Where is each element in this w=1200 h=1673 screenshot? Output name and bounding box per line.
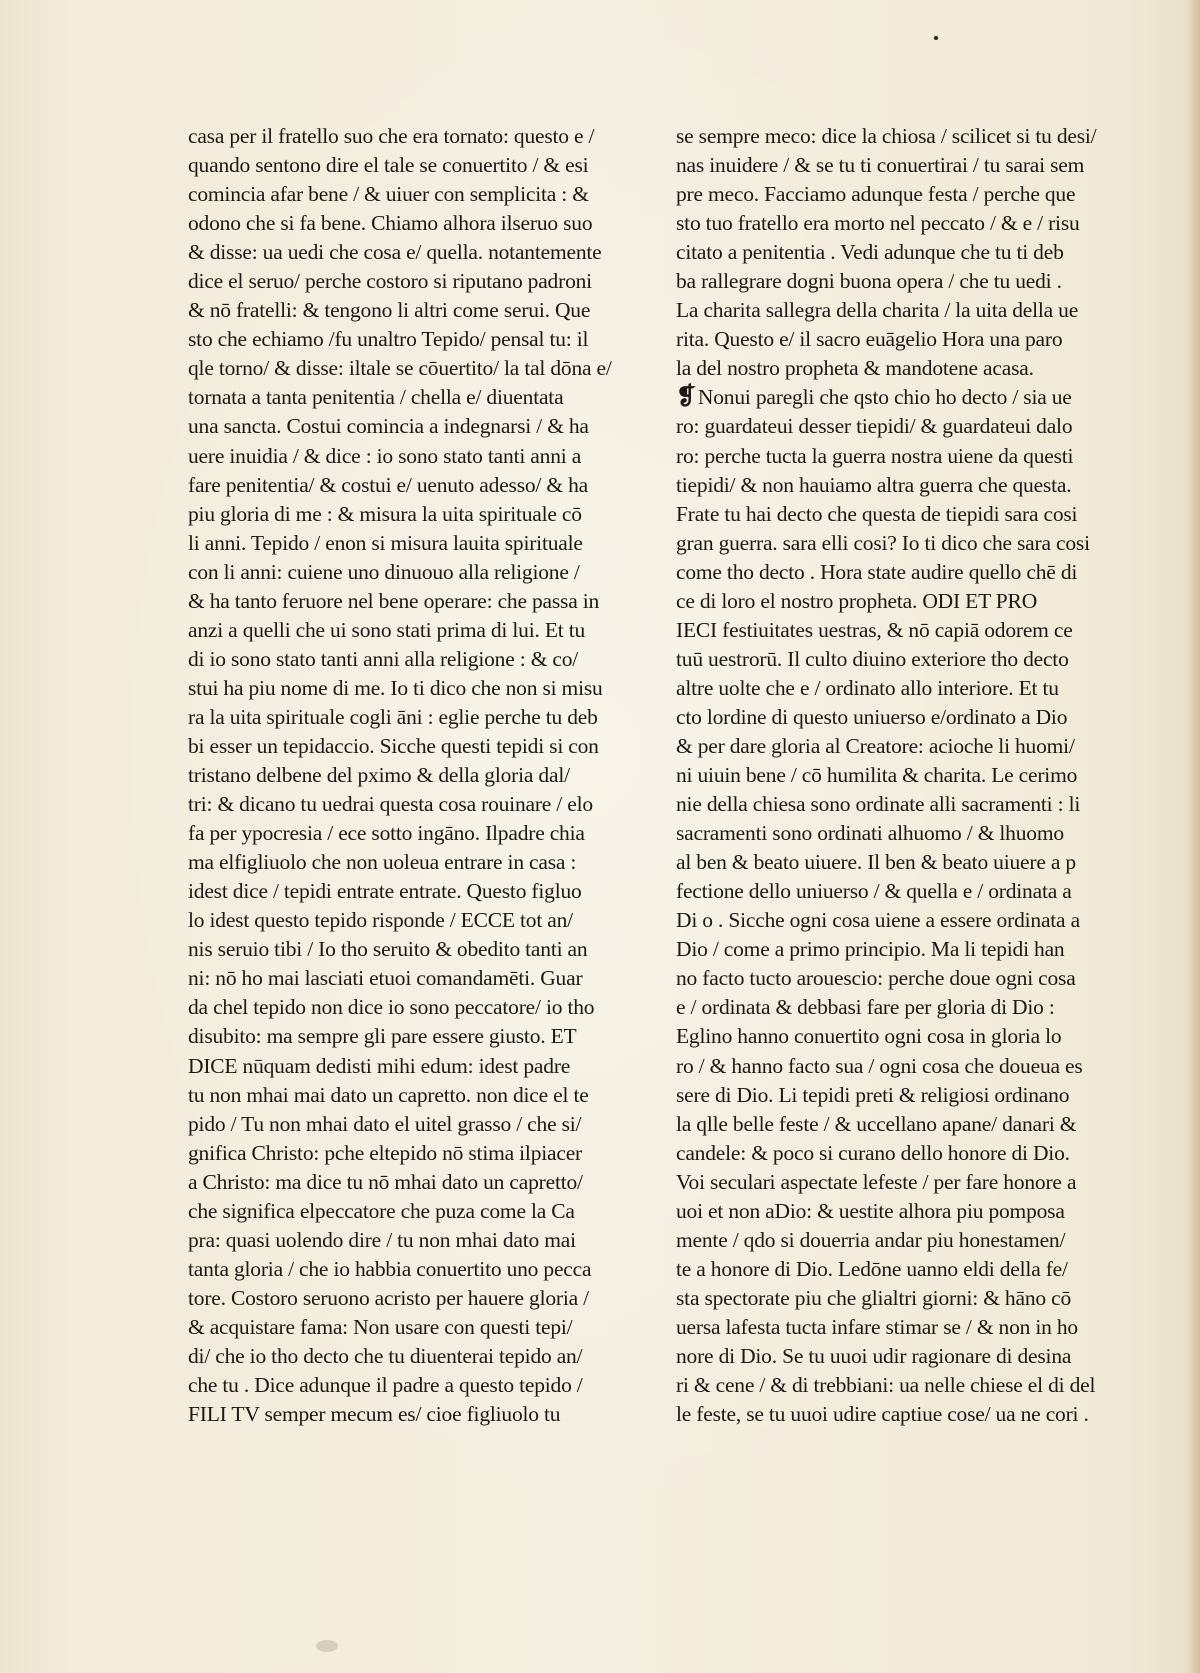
left-column-line: da chel tepido non dice io sono peccatore/ io tho (188, 995, 595, 1020)
right-column-line: ni uiuin bene / cō humilita & charita. Le cerimo (676, 763, 1078, 788)
left-column-line: che tu . Dice adunque il padre a questo tepido / (188, 1373, 583, 1398)
left-column-line: tristano delbene del pximo & della gloria dal/ (188, 763, 570, 788)
left-column-line: FILI TV semper mecum es/ cioe figliuolo tu (188, 1402, 561, 1427)
left-column-line: nis seruio tibi / Io tho seruito & obedito tanti an (188, 937, 588, 962)
paragraph-mark: ❡ (676, 384, 696, 411)
left-column-line: una sancta. Costui comincia a indegnarsi / & ha (188, 414, 589, 439)
left-column-line: & nō fratelli: & tengono li altri come serui. Que (188, 298, 591, 323)
right-column-line: tiepidi/ & non hauiamo altra guerra che questa. (676, 472, 1072, 497)
left-column-line: ni: nō ho mai lasciati etuoi comandamēti. Guar (188, 966, 583, 991)
left-column-line: ra la uita spirituale cogli āni : eglie perche tu deb (188, 704, 598, 729)
left-column-line: & acquistare fama: Non usare con questi tepi/ (188, 1314, 573, 1339)
left-column-line: tore. Costoro seruono acristo per hauere gloria / (188, 1285, 589, 1310)
right-column-line: ro: guardateui desser tiepidi/ & guardateui dalo (676, 414, 1073, 439)
right-column-line (676, 383, 1146, 412)
right-column-line: uersa lafesta tucta infare stimar se / & non in ho (676, 1314, 1078, 1339)
right-column-line: fectione dello uniuerso / & quella e / ordinata a (676, 879, 1072, 904)
left-column-line: dice el seruo/ perche costoro si riputano padroni (188, 269, 592, 294)
left-column-line: DICE nūquam dedisti mihi edum: idest padre (188, 1053, 571, 1078)
right-column-line: altre uolte che e / ordinato allo interiore. Et tu (676, 675, 1059, 700)
left-column-line: tu non mhai mai dato un capretto. non dice el te (188, 1082, 589, 1107)
left-column-line: ma elfigliuolo che non uoleua entrare in casa : (188, 850, 577, 875)
left-column-line: gnifica Christo: pche eltepido nō stima ilpiacer (188, 1140, 583, 1165)
right-column-line: nie della chiesa sono ordinate alli sacramenti : li (676, 792, 1081, 817)
left-column-line: fare penitentia/ & costui e/ uenuto adesso/ & ha (188, 472, 588, 497)
right-column-line: sta spectorate piu che glialtri giorni: & hāno cō (676, 1285, 1071, 1310)
left-column-line: lo idest questo tepido risponde / ECCE tot an/ (188, 908, 573, 933)
right-column-line: come tho decto . Hora state audire quello chē di (676, 559, 1078, 584)
left-column-line: comincia afar bene / & uiuer con semplicita : & (188, 182, 589, 207)
right-column-line: nas inuidere / & se tu ti conuertirai / tu sarai sem (676, 153, 1085, 178)
left-column-line: disubito: ma sempre gli pare essere giusto. ET (188, 1024, 577, 1049)
right-column-line: gran guerra. sara elli cosi? Io ti dico che sara cosi (676, 530, 1090, 555)
right-column-line: al ben & beato uiuere. Il ben & beato uiuere a p (676, 850, 1076, 875)
right-column-line: nore di Dio. Se tu uuoi udir ragionare di desina (676, 1343, 1072, 1368)
right-column-line: le feste, se tu uuoi udire captiue cose/ ua ne cori . (676, 1402, 1089, 1427)
right-column-line: ba rallegrare dogni buona opera / che tu uedi . (676, 269, 1062, 294)
right-column-line: IECI festiuitates uestras, & nō capiā odorem ce (676, 617, 1073, 642)
left-column-line: di io sono stato tanti anni alla religione : & co/ (188, 646, 579, 671)
right-column-line: sere di Dio. Li tepidi preti & religiosi ordinano (676, 1082, 1070, 1107)
right-column-line: e / ordinata & debbasi fare per gloria di Dio : (676, 995, 1055, 1020)
page-edge-shadow (1186, 0, 1200, 1673)
page-marker-dot (934, 36, 938, 40)
right-column-line: ro / & hanno facto sua / ogni cosa che doueua es (676, 1053, 1083, 1078)
right-column-line-text: Nonui paregli che qsto chio ho decto / sia ue (697, 385, 1072, 410)
right-column-line: ro: perche tucta la guerra nostra uiene da questi (676, 443, 1074, 468)
right-column-line: sto tuo fratello era morto nel peccato / & e / risu (676, 211, 1080, 236)
right-column-line: Eglino hanno conuertito ogni cosa in gloria lo (676, 1024, 1062, 1049)
right-column-line: mente / qdo si douerria andar piu honestamen/ (676, 1227, 1066, 1252)
right-column-line: Voi seculari aspectate lefeste / per fare honore a (676, 1169, 1077, 1194)
right-column-line: uoi et non aDio: & uestite alhora piu pomposa (676, 1198, 1065, 1223)
left-column-line: sto che echiamo /fu unaltro Tepido/ pensal tu: il (188, 327, 589, 352)
left-text-column (188, 122, 638, 1429)
right-column-line: ri & cene / & di trebbiani: ua nelle chiese el di del (676, 1373, 1096, 1398)
left-column-line: uere inuidia / & dice : io sono stato tanti anni a (188, 443, 582, 468)
right-column-line: tuū uestrorū. Il culto diuino exteriore tho decto (676, 646, 1069, 671)
left-column-line: bi esser un tepidaccio. Sicche questi tepidi si con (188, 733, 599, 758)
right-column-line: se sempre meco: dice la chiosa / scilicet si tu desi/ (676, 124, 1097, 148)
left-column-line: anzi a quelli che ui sono stati prima di lui. Et tu (188, 617, 586, 642)
right-column-line: sacramenti sono ordinati alhuomo / & lhuomo (676, 821, 1064, 846)
left-column-line: tanta gloria / che io habbia conuertito uno pecca (188, 1256, 592, 1281)
right-column-line: la del nostro propheta & mandotene acasa. (676, 356, 1034, 381)
right-column-line: Dio / come a primo principio. Ma li tepidi han (676, 937, 1065, 962)
left-column-line: tri: & dicano tu uedrai questa cosa rouinare / elo (188, 792, 593, 817)
left-column-line: stui ha piu nome di me. Io ti dico che non si misu (188, 675, 603, 700)
right-text-column (676, 122, 1146, 1429)
right-column-line: pre meco. Facciamo adunque festa / perche que (676, 182, 1076, 207)
left-column-line: con li anni: cuiene uno dinuouo alla religione / (188, 559, 580, 584)
left-column-line: fa per ypocresia / ece sotto ingāno. Ilpadre chia (188, 821, 585, 846)
left-column-line: casa per il fratello suo che era tornato: questo e / (188, 124, 595, 148)
right-column-line: citato a penitentia . Vedi adunque che tu ti deb (676, 240, 1064, 265)
right-column-line: Frate tu hai decto che questa de tiepidi sara cosi (676, 501, 1078, 526)
right-column-line: la qlle belle feste / & uccellano apane/ danari & (676, 1111, 1077, 1136)
left-column-line: odono che si fa bene. Chiamo alhora ilseruo suo (188, 211, 593, 236)
left-column-line: di/ che io tho decto che tu diuenterai tepido an/ (188, 1343, 583, 1368)
page-smudge (316, 1640, 338, 1652)
right-column-line: rita. Questo e/ il sacro euāgelio Hora una paro (676, 327, 1063, 352)
left-column-line: qle torno/ & disse: iltale se cōuertito/ la tal dōna e/ (188, 356, 612, 381)
right-column-line: no facto tucto arouescio: perche doue ogni cosa (676, 966, 1076, 991)
right-column-line: ce di loro el nostro propheta. ODI ET PRO (676, 588, 1038, 613)
left-column-line: che significa elpeccatore che puza come la Ca (188, 1198, 575, 1223)
left-column-line: pra: quasi uolendo dire / tu non mhai dato mai (188, 1227, 576, 1252)
right-column-line: cto lordine di questo uniuerso e/ordinato a Dio (676, 704, 1068, 729)
left-column-line: li anni. Tepido / enon si misura lauita spirituale (188, 530, 583, 555)
left-column-line: pido / Tu non mhai dato el uitel grasso / che si/ (188, 1111, 582, 1136)
left-column-line: idest dice / tepidi entrate entrate. Questo figluo (188, 879, 582, 904)
left-column-line: & disse: ua uedi che cosa e/ quella. notantemente (188, 240, 602, 265)
left-column-line: a Christo: ma dice tu nō mhai dato un capretto/ (188, 1169, 583, 1194)
right-column-line: te a honore di Dio. Ledōne uanno eldi della fe/ (676, 1256, 1068, 1281)
left-column-line: & ha tanto feruore nel bene operare: che passa in (188, 588, 600, 613)
right-column-line: La charita sallegra della charita / la uita della ue (676, 298, 1079, 323)
right-column-line: candele: & poco si curano dello honore di Dio. (676, 1140, 1070, 1165)
left-column-line: tornata a tanta penitentia / chella e/ diuentata (188, 385, 564, 410)
left-column-line: quando sentono dire el tale se conuertito / & esi (188, 153, 589, 178)
right-column-line: & per dare gloria al Creatore: aciochе li huomi/ (676, 733, 1075, 758)
right-column-line: Di o . Sicche ogni cosa uiene a essere ordinata a (676, 908, 1080, 933)
left-column-line: piu gloria di me : & misura la uita spirituale cō (188, 501, 582, 526)
